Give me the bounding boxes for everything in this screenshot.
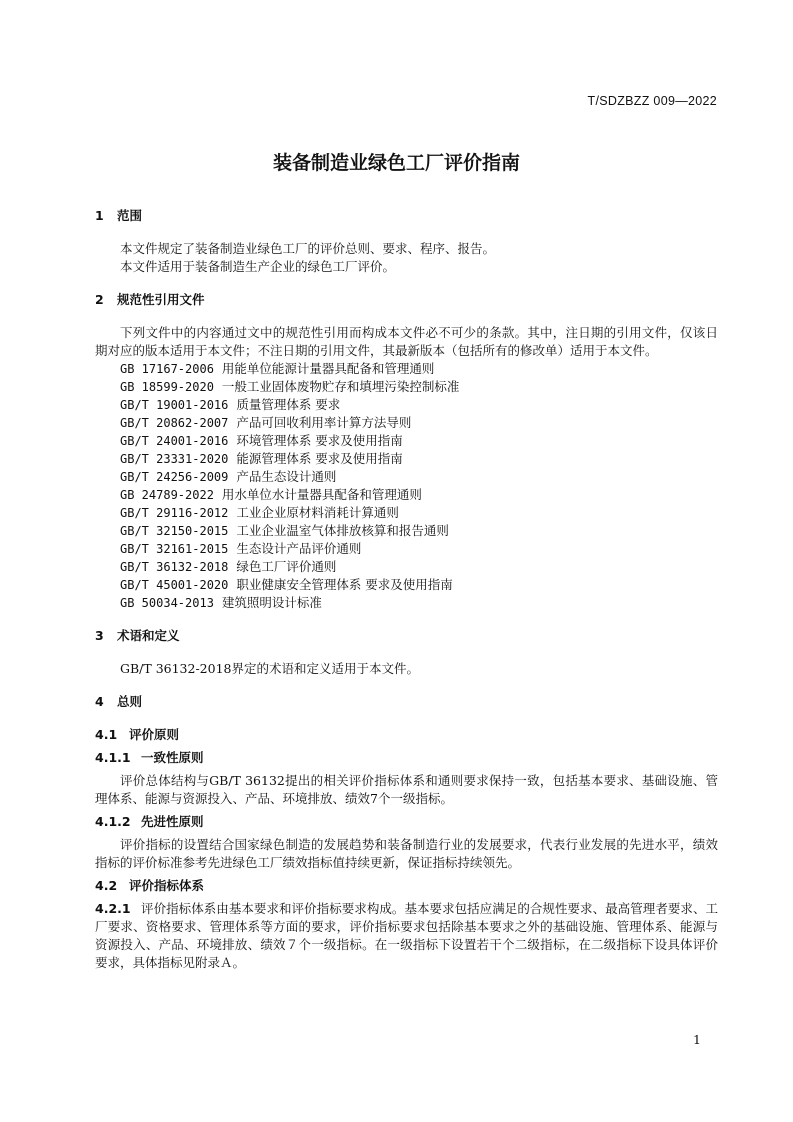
section-title: 先进性原则	[141, 814, 204, 829]
section-4-heading	[95, 693, 718, 711]
subsection-4-1-2-heading	[95, 813, 718, 831]
paragraph: 评价总体结构与GB/T 36132提出的相关评价指标体系和通则要求保持一致，包括基本要求、基础设施、管理体系、能源与资源投入、产品、环境排放、绩效7个一级指标。	[95, 773, 718, 806]
paragraph: 下列文件中的内容通过文中的规范性引用而构成本文件必不可少的条款。其中，注日期的引用文件，仅该日期对应的版本适用于本文件；不注日期的引用文件，其最新版本（包括所有的修改单）适用于本文件。	[95, 325, 718, 358]
section-number: 4.1.1	[95, 750, 131, 765]
document-title: 装备制造业绿色工厂评价指南	[272, 152, 520, 174]
clause-number: 4.2.1	[95, 901, 131, 916]
standard-number: T/SDZBZZ 009—2022	[587, 94, 717, 108]
section-title: 一致性原则	[141, 750, 204, 765]
reference-item: GB 17167-2006 用能单位能源计量器具配备和管理通则	[120, 361, 435, 376]
section-number: 3	[95, 628, 104, 643]
section-3-heading	[95, 627, 718, 645]
section-title: 规范性引用文件	[117, 292, 205, 307]
reference-item: GB 50034-2013 建筑照明设计标准	[120, 595, 322, 610]
subsection-4-2-heading	[95, 877, 718, 895]
section-number: 4	[95, 694, 104, 709]
section-number: 4.1	[95, 727, 118, 742]
reference-item: GB/T 23331-2020 能源管理体系 要求及使用指南	[120, 451, 403, 466]
reference-item: GB/T 32161-2015 生态设计产品评价通则	[120, 541, 362, 556]
section-number: 2	[95, 292, 104, 307]
reference-list	[95, 360, 718, 612]
subsection-4-1-heading	[95, 726, 718, 744]
section-title: 评价原则	[129, 727, 180, 742]
reference-item: GB/T 20862-2007 产品可回收利用率计算方法导则	[120, 415, 412, 430]
reference-item: GB/T 29116-2012 工业企业原材料消耗计算通则	[120, 505, 399, 520]
paragraph	[95, 900, 718, 972]
clause-text: 评价指标体系由基本要求和评价指标要求构成。基本要求包括应满足的合规性要求、最高管理者要求、工厂要求、资格要求、管理体系等方面的要求，评价指标要求包括除基本要求之外的基础设施、管理体系、能源与资源投入、产品、环境排放、绩效７个一级指标。在一级指标下设置若干个二级指标，在二级指标下设具体评价要求，具体指标见附录Ａ。	[95, 901, 718, 970]
page-number: 1	[693, 1032, 701, 1047]
section-title: 评价指标体系	[129, 878, 205, 893]
subsection-4-1-1-heading	[95, 749, 718, 767]
paragraph: GB/T 36132-2018界定的术语和定义适用于本文件。	[120, 661, 419, 676]
reference-item: GB/T 24001-2016 环境管理体系 要求及使用指南	[120, 433, 403, 448]
reference-item: GB/T 45001-2020 职业健康安全管理体系 要求及使用指南	[120, 577, 453, 592]
section-1-heading	[95, 207, 718, 225]
section-title: 范围	[117, 208, 143, 223]
section-number: 4.1.2	[95, 814, 131, 829]
section-number: 4.2	[95, 878, 118, 893]
reference-item: GB/T 19001-2016 质量管理体系 要求	[120, 397, 341, 412]
reference-item: GB/T 24256-2009 产品生态设计通则	[120, 469, 337, 484]
reference-item: GB/T 36132-2018 绿色工厂评价通则	[120, 559, 337, 574]
document-body	[95, 207, 718, 972]
paragraph: 评价指标的设置结合国家绿色制造的发展趋势和装备制造行业的发展要求，代表行业发展的先进水平，绩效指标的评价标准参考先进绿色工厂绩效指标值持续更新，保证指标持续领先。	[95, 837, 718, 870]
reference-item: GB 24789-2022 用水单位水计量器具配备和管理通则	[120, 487, 422, 502]
paragraph: 本文件规定了装备制造业绿色工厂的评价总则、要求、程序、报告。	[120, 241, 496, 256]
section-number: 1	[95, 208, 104, 223]
section-2-heading	[95, 291, 718, 309]
reference-item: GB/T 32150-2015 工业企业温室气体排放核算和报告通则	[120, 523, 449, 538]
section-title: 术语和定义	[117, 628, 180, 643]
section-title: 总则	[117, 694, 143, 709]
paragraph: 本文件适用于装备制造生产企业的绿色工厂评价。	[120, 259, 396, 274]
reference-item: GB 18599-2020 一般工业固体废物贮存和填埋污染控制标准	[120, 379, 460, 394]
